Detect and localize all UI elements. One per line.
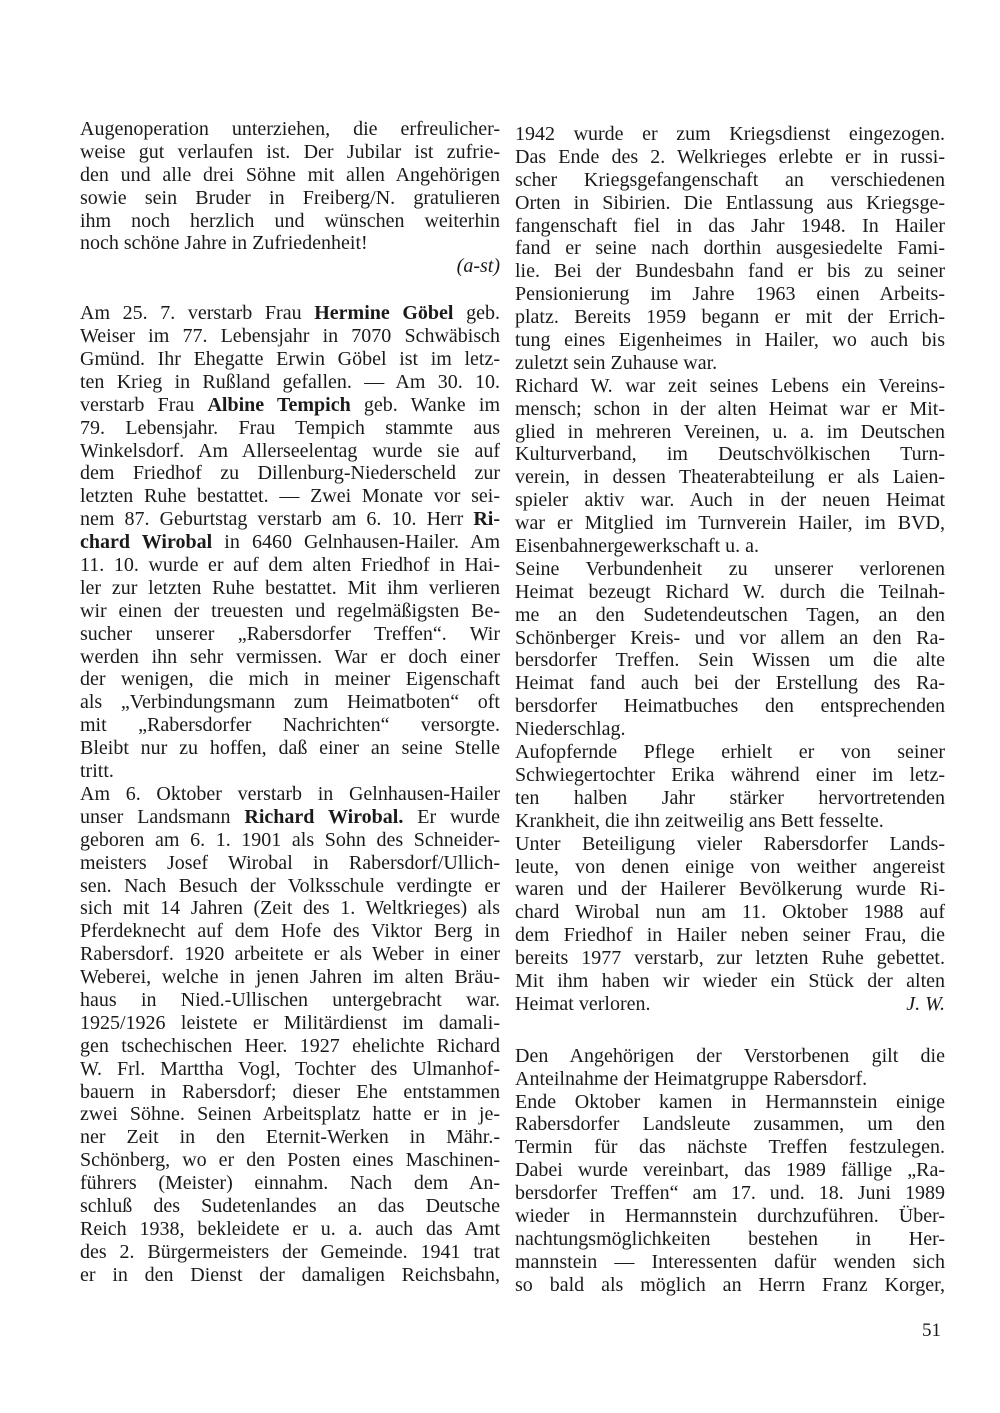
text-run: Heimat fand auch bei der Erstellung des Ra- [515, 672, 945, 695]
text-line [515, 856, 945, 879]
text-line [80, 302, 500, 325]
text-run: bersdorfer Treffen“ am 17. und. 18. Juni 1989 [515, 1182, 945, 1205]
text-line [80, 875, 500, 898]
text-line [515, 375, 945, 398]
text-run: Eisenbahnergewerkschaft u. a. [515, 535, 759, 558]
text-run: meisters Josef Wirobal in Rabersdorf/Ullich- [80, 851, 500, 874]
paragraph [515, 375, 945, 558]
text-line [515, 810, 945, 833]
text-run: letzten Ruhe bestattet. — Zwei Monate vor sei- [80, 485, 500, 508]
text-line [80, 1126, 500, 1149]
text-section [515, 123, 945, 1016]
text-line [515, 1159, 945, 1182]
text-run: Niederschlag. [515, 718, 626, 741]
text-run: chard Wirobal nun am 11. Oktober 1988 auf [515, 901, 945, 924]
paragraph [515, 558, 945, 741]
text-line [80, 554, 500, 577]
text-run: Das Ende des 2. Welkrieges erlebte er in russi- [515, 145, 945, 168]
text-section [80, 118, 500, 278]
text-line [80, 255, 500, 278]
paragraph [515, 123, 945, 375]
text-run: Am 6. Oktober verstarb in Gelnhausen-Hailer [80, 782, 500, 805]
text-run: dem Friedhof in Hailer neben seiner Frau, die [515, 924, 945, 947]
text-line [515, 924, 945, 947]
text-run: mensch; schon in der alten Heimat war er Mit- [515, 397, 945, 420]
text-run: fangenschaft fiel in das Jahr 1948. In Hailer [515, 214, 945, 237]
text-run: wieder in Hermannstein durchzuführen. Über- [515, 1204, 945, 1227]
text-line [515, 695, 945, 718]
paragraph [515, 1091, 945, 1297]
author-initials: (a-st) [456, 255, 500, 278]
text-line [80, 1195, 500, 1218]
text-run: nachtungsmöglichkeiten bestehen in Her- [515, 1227, 945, 1250]
text-run: Heimat bezeugt Richard W. durch die Teilnah- [515, 580, 945, 603]
text-line [515, 443, 945, 466]
text-run: dem Friedhof zu Dillenburg-Niederscheld zur [80, 462, 500, 485]
text-line [515, 947, 945, 970]
text-line [80, 783, 500, 806]
text-run: ler zur letzten Ruhe bestattet. Mit ihm verlieren [80, 576, 500, 599]
author-signature [80, 255, 500, 278]
author-initials: J. W. [906, 992, 945, 1015]
text-line [515, 421, 945, 444]
bold-name: Ri- [473, 508, 500, 531]
text-run: Krankheit, die ihn zeitweilig ans Bett fesselte. [515, 809, 884, 832]
text-run: verstarb Frau [80, 393, 208, 416]
text-line [80, 1172, 500, 1195]
text-run: Schönberger Kreis- und vor allem an den Ra- [515, 626, 945, 649]
text-run: zuletzt sein Zuhause war. [515, 351, 718, 374]
text-line [80, 462, 500, 485]
text-line [515, 466, 945, 489]
paragraph [80, 118, 500, 255]
text-run: ten Krieg in Rußland gefallen. — Am 30. 10. [80, 370, 500, 393]
text-line [80, 531, 500, 554]
text-run: Schönberg, wo er den Posten eines Maschinen- [80, 1149, 500, 1172]
text-run: glied in mehreren Vereinen, u. a. im Deutschen [515, 420, 945, 443]
text-run: unser Landsmann [80, 805, 245, 828]
text-run: den und alle drei Söhne mit allen Angehörigen [80, 163, 500, 186]
text-line [515, 1205, 945, 1228]
text-line [80, 210, 500, 233]
text-line [515, 237, 945, 260]
text-line [515, 1091, 945, 1114]
text-line [515, 1228, 945, 1251]
text-run: 11. 10. wurde er auf dem alten Friedhof in Hai- [80, 554, 500, 577]
text-run: Orten in Sibirien. Die Entlassung aus Kriegsge- [515, 191, 945, 214]
text-line [80, 737, 500, 760]
text-run: noch schöne Jahre in Zufriedenheit! [80, 232, 368, 255]
text-line [515, 787, 945, 810]
text-run: spieler aktiv war. Auch in der neuen Heimat [515, 489, 945, 512]
text-line [80, 852, 500, 875]
text-run: Er wurde [403, 805, 501, 828]
text-run: Augenoperation unterziehen, die erfreulicher- [80, 118, 500, 140]
text-line [80, 668, 500, 691]
text-run: Seine Verbundenheit zu unserer verlorenen [515, 557, 945, 580]
text-line [515, 329, 945, 352]
text-run: mannstein — Interessenten dafür wenden sich [515, 1250, 945, 1273]
text-line [80, 897, 500, 920]
text-run: scher Kriegsgefangenschaft an verschiedenen [515, 168, 945, 191]
paragraph [515, 741, 945, 833]
text-line [515, 512, 945, 535]
text-line [80, 623, 500, 646]
text-line [80, 164, 500, 187]
text-line [515, 192, 945, 215]
text-run: Unter Beteiligung vieler Rabersdorfer Lands- [515, 832, 945, 855]
bold-name: Richard Wirobal. [244, 805, 404, 828]
text-run: Gmünd. Ihr Ehegatte Erwin Göbel ist im letz- [80, 348, 500, 371]
text-line [80, 118, 500, 141]
text-section [515, 1045, 945, 1297]
text-run: Richard W. war zeit seines Lebens ein Vereins- [515, 374, 945, 397]
left-column [80, 118, 500, 1287]
text-run: W. Frl. Marttha Vogl, Tochter des Ulmanhof- [80, 1057, 500, 1080]
text-line [515, 970, 945, 993]
text-run: bersdorfer Treffen. Sein Wissen um die alte [515, 649, 945, 672]
text-run: Aufopfernde Pflege erhielt er von seiner [515, 741, 945, 764]
text-run: geb. Wanke im [350, 393, 500, 416]
text-line [515, 627, 945, 650]
text-run: Kulturverband, im Deutschvölkischen Turn- [515, 443, 945, 466]
text-run: Den Angehörigen der Verstorbenen gilt die [515, 1044, 945, 1067]
text-line [80, 1218, 500, 1241]
text-line [80, 485, 500, 508]
text-run: schluß des Sudetenlandes an das Deutsche [80, 1194, 500, 1217]
text-line [80, 417, 500, 440]
text-line [515, 1068, 945, 1091]
text-run: tung eines Eigenheimes in Hailer, wo auch bis [515, 329, 945, 352]
bold-name: chard Wirobal [80, 531, 213, 554]
text-line [80, 691, 500, 714]
text-section [80, 302, 500, 1286]
text-run: Pferdeknecht auf dem Hofe des Viktor Berg in [80, 920, 500, 943]
text-run: weise gut verlaufen ist. Der Jubilar ist zufrie- [80, 140, 500, 163]
text-line [515, 604, 945, 627]
text-run: Bleibt nur zu hoffen, daß einer an seine Stelle [80, 737, 500, 760]
text-run: geb. [453, 302, 501, 325]
text-run: er in den Dienst der damaligen Reichsbahn, [80, 1263, 500, 1286]
text-line [80, 577, 500, 600]
text-run: bauern in Rabersdorf; dieser Ehe entstammen [80, 1080, 500, 1103]
text-run: Am 25. 7. verstarb Frau [80, 302, 315, 325]
text-line [80, 966, 500, 989]
text-line [80, 1264, 500, 1287]
text-run: wir einen der treuesten und regelmäßigsten Be- [80, 599, 500, 622]
text-line [80, 232, 500, 255]
text-run: me an den Sudetendeutschen Tagen, an den [515, 603, 945, 626]
text-line [80, 600, 500, 623]
text-line [515, 146, 945, 169]
text-run: sen. Nach Besuch der Volksschule verdingte er [80, 874, 500, 897]
text-run: mit „Rabersdorfer Nachrichten“ versorgte. [80, 714, 500, 737]
text-line [80, 141, 500, 164]
text-line [80, 348, 500, 371]
text-run: 1925/1926 leistete er Militärdienst im damali- [80, 1011, 500, 1034]
text-run: Winkelsdorf. Am Allerseelentag wurde sie auf [80, 439, 500, 462]
text-run: lie. Bei der Bundesbahn fand er bis zu seiner [515, 260, 945, 283]
text-line [80, 1241, 500, 1264]
text-run: haus in Nied.-Ullischen untergebracht war. [80, 988, 500, 1011]
text-run: leute, von denen einige von weither angereist [515, 855, 945, 878]
text-line [80, 1103, 500, 1126]
text-line [80, 714, 500, 737]
text-line [515, 1136, 945, 1159]
text-run: Termin für das nächste Treffen festzulegen. [515, 1136, 945, 1159]
text-run: verein, in dessen Theaterabteilung er als Laien- [515, 466, 945, 489]
text-run: so bald als möglich an Herrn Franz Korger, [515, 1273, 945, 1296]
text-run: Schwiegertochter Erika während einer im letz- [515, 763, 945, 786]
text-run: des 2. Bürgermeisters der Gemeinde. 1941 trat [80, 1240, 500, 1263]
text-line [515, 993, 945, 1016]
text-line [515, 1274, 945, 1297]
text-run: waren und der Hailerer Bevölkerung wurde Ri- [515, 878, 945, 901]
text-line [515, 901, 945, 924]
text-line [80, 371, 500, 394]
page-number: 51 [922, 1320, 941, 1341]
text-run: Pensionierung im Jahre 1963 einen Arbeits- [515, 283, 945, 306]
paragraph [515, 1045, 945, 1091]
text-line [80, 187, 500, 210]
text-run: Dabei wurde vereinbart, das 1989 fällige „Ra- [515, 1159, 945, 1182]
text-run: Anteilnahme der Heimatgruppe Rabersdorf. [515, 1067, 868, 1090]
text-line [515, 1182, 945, 1205]
text-run: nem 87. Geburtstag verstarb am 6. 10. Herr [80, 508, 474, 531]
text-line [80, 508, 500, 531]
text-line [515, 1045, 945, 1068]
text-line [80, 806, 500, 829]
text-line [80, 943, 500, 966]
text-run: Ende Oktober kamen in Hermannstein einige [515, 1090, 945, 1113]
text-line [80, 1058, 500, 1081]
text-line [515, 718, 945, 741]
text-line [80, 760, 500, 783]
text-line [80, 1012, 500, 1035]
text-run: Weberei, welche in jenen Jahren im alten Bräu- [80, 966, 500, 989]
text-line [515, 169, 945, 192]
paragraph [515, 833, 945, 1016]
text-run: platz. Bereits 1959 begann er mit der Errich- [515, 306, 945, 329]
text-line [515, 398, 945, 421]
text-run: fand er seine nach dorthin ausgesiedelte Fami- [515, 237, 945, 260]
text-run: Heimat verloren. [515, 992, 651, 1015]
text-run: sowie sein Bruder in Freiberg/N. gratulieren [80, 186, 500, 209]
text-line [80, 920, 500, 943]
text-run: Rabersdorf. 1920 arbeitete er als Weber in einer [80, 943, 500, 966]
text-run: 1942 wurde er zum Kriegsdienst eingezogen. [515, 123, 945, 145]
text-run: sucher unserer „Rabersdorfer Treffen“. Wir [80, 622, 500, 645]
text-line [515, 833, 945, 856]
text-line [515, 1251, 945, 1274]
text-run: zwei Söhne. Seinen Arbeitsplatz hatte er in je- [80, 1103, 500, 1126]
text-line [515, 489, 945, 512]
text-line [515, 672, 945, 695]
text-line [80, 1081, 500, 1104]
text-run: Weiser im 77. Lebensjahr in 7070 Schwäbisch [80, 325, 500, 348]
text-line [80, 1035, 500, 1058]
text-run: bereits 1977 verstarb, zur letzten Ruhe gebettet. [515, 947, 945, 970]
text-run: ten halben Jahr stärker hervortretenden [515, 786, 945, 809]
text-line [80, 325, 500, 348]
text-run: war er Mitglied im Turnverein Hailer, im BVD, [515, 512, 945, 535]
text-line [515, 123, 945, 146]
text-run: 79. Lebensjahr. Frau Tempich stammte aus [80, 416, 500, 439]
text-run: Mit ihm haben wir wieder ein Stück der alten [515, 969, 945, 992]
text-run: ner Zeit in den Eternit-Werken in Mähr.- [80, 1126, 500, 1149]
text-run: der wenigen, die mich in meiner Eigenschaft [80, 668, 500, 691]
text-run: in 6460 Gelnhausen-Hailer. Am [212, 531, 501, 554]
text-line [515, 215, 945, 238]
text-run: geboren am 6. 1. 1901 als Sohn des Schneider- [80, 828, 500, 851]
text-run: ihm noch herzlich und wünschen weiterhin [80, 209, 500, 232]
bold-name: Albine Tempich [207, 393, 351, 416]
text-run: als „Verbindungsmann zum Heimatboten“ oft [80, 691, 500, 714]
text-run: sich mit 14 Jahren (Zeit des 1. Weltkrieges) als [80, 897, 500, 920]
text-line [80, 989, 500, 1012]
text-line [515, 1113, 945, 1136]
text-line [80, 646, 500, 669]
text-line [80, 1149, 500, 1172]
text-line [80, 440, 500, 463]
text-run: bersdorfer Heimatbuches den entsprechenden [515, 695, 945, 718]
text-line [515, 764, 945, 787]
text-line [515, 878, 945, 901]
text-line [515, 558, 945, 581]
paragraph [80, 302, 500, 783]
text-line [515, 741, 945, 764]
text-line [515, 535, 945, 558]
text-run: werden ihn sehr vermissen. War er doch einer [80, 645, 500, 668]
text-line [515, 649, 945, 672]
text-run: führers (Meister) einnahm. Nach dem An- [80, 1172, 500, 1195]
text-run: tritt. [80, 760, 114, 783]
text-line [515, 283, 945, 306]
text-line [515, 260, 945, 283]
text-run: gen tschechischen Heer. 1927 ehelichte Richard [80, 1034, 500, 1057]
right-column [515, 123, 945, 1297]
bold-name: Hermine Göbel [314, 302, 454, 325]
text-run: Rabersdorfer Landsleute zusammen, um den [515, 1113, 945, 1136]
text-line [80, 829, 500, 852]
text-line [515, 352, 945, 375]
text-line [515, 581, 945, 604]
text-line [515, 306, 945, 329]
text-run: Reich 1938, bekleidete er u. a. auch das Amt [80, 1217, 500, 1240]
text-line [80, 394, 500, 417]
paragraph [80, 783, 500, 1287]
